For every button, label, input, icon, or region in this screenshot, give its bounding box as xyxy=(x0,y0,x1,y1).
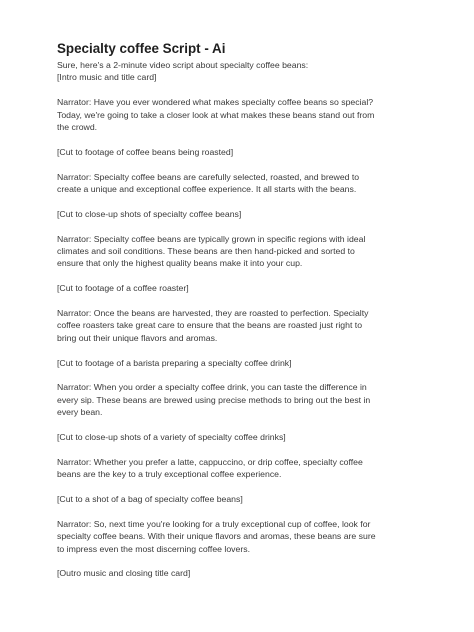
text-line: the crowd. xyxy=(57,122,98,133)
text-line: to impress even the most discerning coffee lovers. xyxy=(57,543,250,554)
text-line: [Cut to footage of coffee beans being roasted] xyxy=(57,146,234,157)
narrator-paragraph xyxy=(57,456,418,481)
text-line: coffee roasters take great care to ensure that the beans are roasted just right to xyxy=(57,320,363,331)
text-line: Narrator: Whether you prefer a latte, cappuccino, or drip coffee, specialty coffee xyxy=(57,456,363,467)
text-line: [Cut to footage of a coffee roaster] xyxy=(57,283,189,294)
text-line: [Cut to close-up shots of a variety of specialty coffee drinks] xyxy=(57,432,286,443)
stage-direction xyxy=(57,431,418,443)
stage-direction xyxy=(57,493,418,505)
text-line: [Cut to a shot of a bag of specialty coffee beans] xyxy=(57,494,243,505)
stage-direction xyxy=(57,567,418,579)
text-line: [Cut to close-up shots of specialty coffee beans] xyxy=(57,208,242,219)
text-line: Narrator: Specialty coffee beans are carefully selected, roasted, and brewed to xyxy=(57,171,360,182)
script-body xyxy=(57,59,418,580)
stage-direction xyxy=(57,71,418,83)
narrator-paragraph xyxy=(57,171,418,196)
text-line: Narrator: Specialty coffee beans are typically grown in specific regions with ideal xyxy=(57,233,366,244)
text-line: Today, we're going to take a closer look at what makes these beans stand out from xyxy=(57,109,375,120)
text-line: ensure that only the highest quality beans make it into your cup. xyxy=(57,258,303,269)
text-line: [Intro music and title card] xyxy=(57,72,157,83)
text-line: Sure, here's a 2-minute video script about specialty coffee beans: xyxy=(57,60,309,70)
text-line: bring out their unique flavors and aromas. xyxy=(57,332,218,343)
text-line: create a unique and exceptional coffee experience. It all starts with the beans. xyxy=(57,184,357,195)
text-line: Narrator: Once the beans are harvested, they are roasted to perfection. Specialty xyxy=(57,308,369,319)
text-line: Narrator: Have you ever wondered what makes specialty coffee beans so special? xyxy=(57,97,374,108)
narrator-paragraph xyxy=(57,381,418,418)
stage-direction xyxy=(57,208,418,220)
text-line: [Outro music and closing title card] xyxy=(57,568,191,579)
document-title: Specialty coffee Script - Ai xyxy=(57,41,226,56)
narrator-paragraph xyxy=(57,233,418,270)
intro-line xyxy=(57,59,418,71)
text-line: specialty coffee beans. With their unique flavors and aromas, these beans are sure xyxy=(57,531,376,542)
text-line: Narrator: When you order a specialty coffee drink, you can taste the difference in xyxy=(57,382,367,393)
text-line: [Cut to footage of a barista preparing a specialty coffee drink] xyxy=(57,357,292,368)
narrator-paragraph xyxy=(57,307,418,344)
narrator-paragraph xyxy=(57,518,418,555)
stage-direction xyxy=(57,357,418,369)
text-line: climates and soil conditions. These beans are then hand-picked and sorted to xyxy=(57,246,355,257)
text-line: every bean. xyxy=(57,407,103,418)
stage-direction xyxy=(57,146,418,158)
text-line: every sip. These beans are brewed using precise methods to bring out the best in xyxy=(57,394,371,405)
text-line: Narrator: So, next time you're looking for a truly exceptional cup of coffee, look for xyxy=(57,518,371,529)
text-line: beans are the key to a truly exceptional coffee experience. xyxy=(57,469,282,480)
stage-direction xyxy=(57,282,418,294)
narrator-paragraph xyxy=(57,96,418,133)
